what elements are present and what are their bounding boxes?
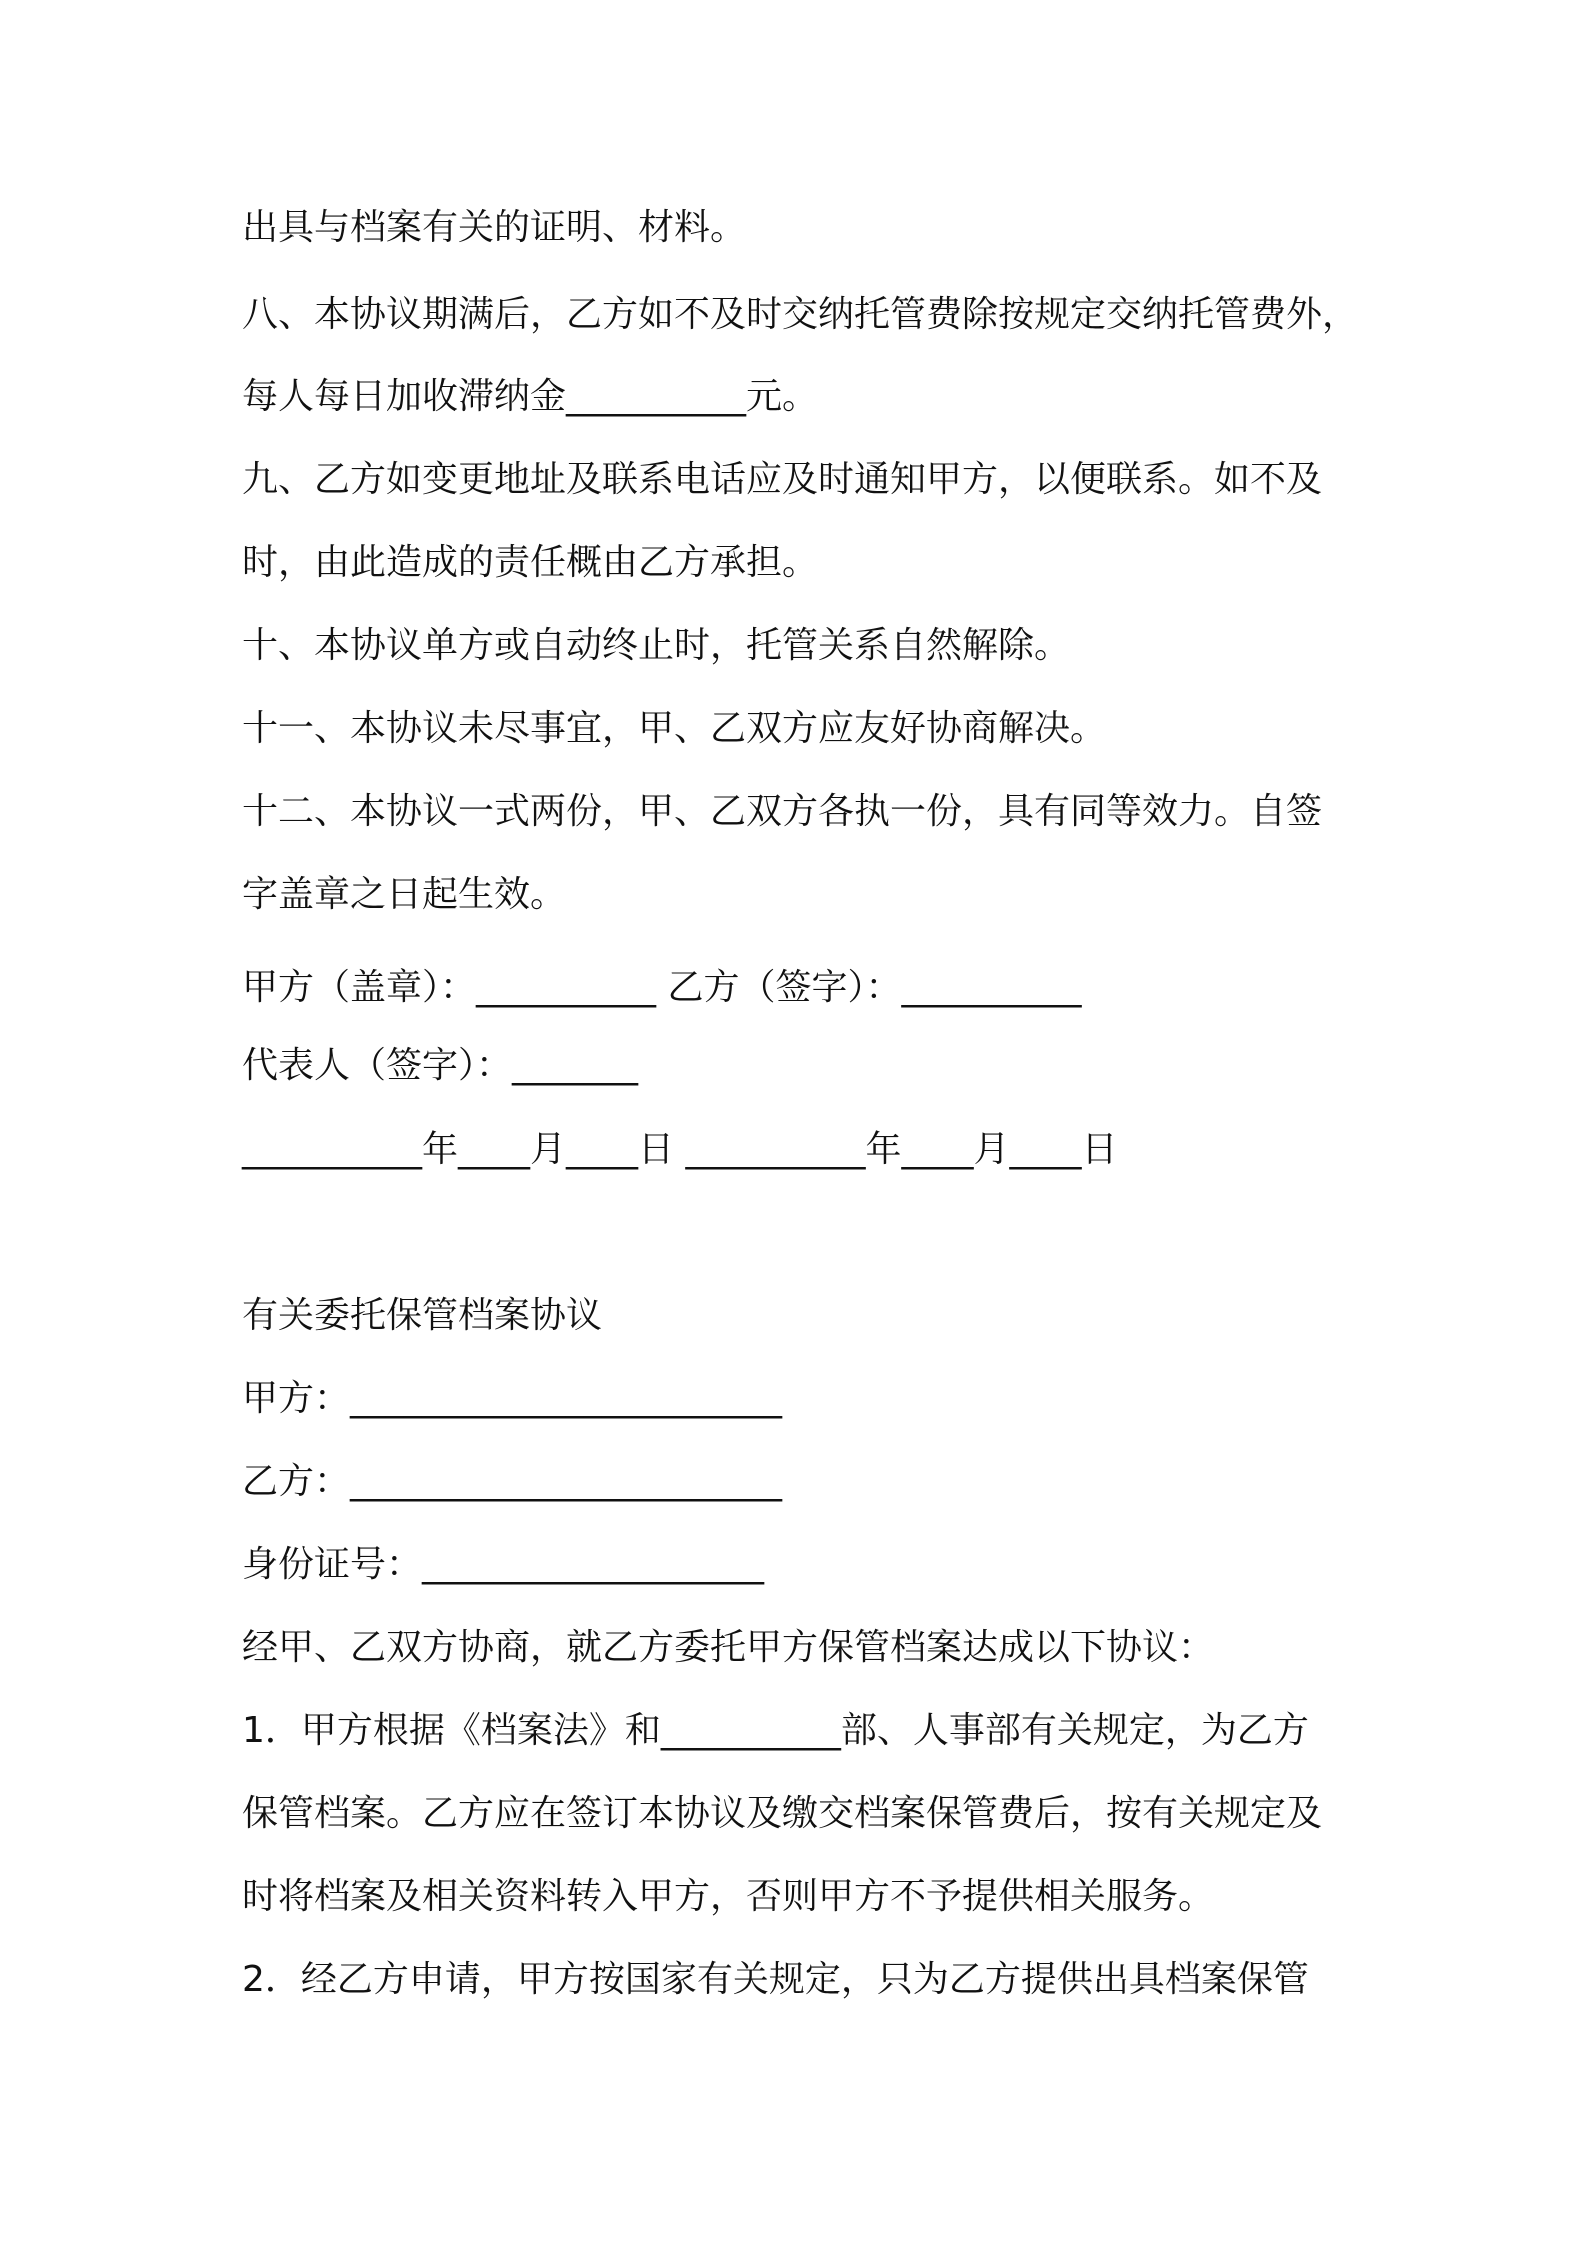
id-number-field: 身份证号：___________________ bbox=[242, 1544, 765, 1585]
clause-12-line-2: 字盖章之日起生效。 bbox=[242, 874, 567, 915]
clause-10: 十、本协议单方或自动终止时，托管关系自然解除。 bbox=[242, 625, 1071, 666]
article-1-line-3: 时将档案及相关资料转入甲方，否则甲方不予提供相关服务。 bbox=[242, 1876, 1215, 1917]
clause-8-line-2: 每人每日加收滞纳金__________元。 bbox=[242, 376, 819, 417]
signature-party-line: 甲方（盖章）：__________ 乙方（签字）：__________ bbox=[242, 967, 1082, 1008]
article-1-line-2: 保管档案。乙方应在签订本协议及缴交档案保管费后，按有关规定及 bbox=[242, 1793, 1323, 1834]
clause-12-line-1: 十二、本协议一式两份，甲、乙双方各执一份，具有同等效力。自签 bbox=[242, 791, 1323, 832]
text-line-1: 出具与档案有关的证明、材料。 bbox=[242, 207, 747, 248]
preamble: 经甲、乙双方协商，就乙方委托甲方保管档案达成以下协议： bbox=[242, 1627, 1215, 1668]
article-1-line-1: 1．甲方根据《档案法》和__________部、人事部有关规定，为乙方 bbox=[242, 1710, 1309, 1751]
clause-11: 十一、本协议未尽事宜，甲、乙双方应友好协商解决。 bbox=[242, 708, 1107, 749]
date-line: __________年____月____日 __________年____月____日 bbox=[242, 1129, 1118, 1170]
clause-9-line-2: 时，由此造成的责任概由乙方承担。 bbox=[242, 542, 819, 583]
representative-signature-line: 代表人（签字）：_______ bbox=[242, 1045, 639, 1086]
party-b-field: 乙方：________________________ bbox=[242, 1461, 783, 1502]
agreement-title: 有关委托保管档案协议 bbox=[242, 1295, 603, 1336]
clause-9-line-1: 九、乙方如变更地址及联系电话应及时通知甲方，以便联系。如不及 bbox=[242, 459, 1323, 500]
article-2-line-1: 2．经乙方申请，甲方按国家有关规定，只为乙方提供出具档案保管 bbox=[242, 1959, 1309, 2000]
party-a-field: 甲方：________________________ bbox=[242, 1378, 783, 1419]
clause-8-line-1: 八、本协议期满后，乙方如不及时交纳托管费除按规定交纳托管费外， bbox=[242, 294, 1359, 335]
